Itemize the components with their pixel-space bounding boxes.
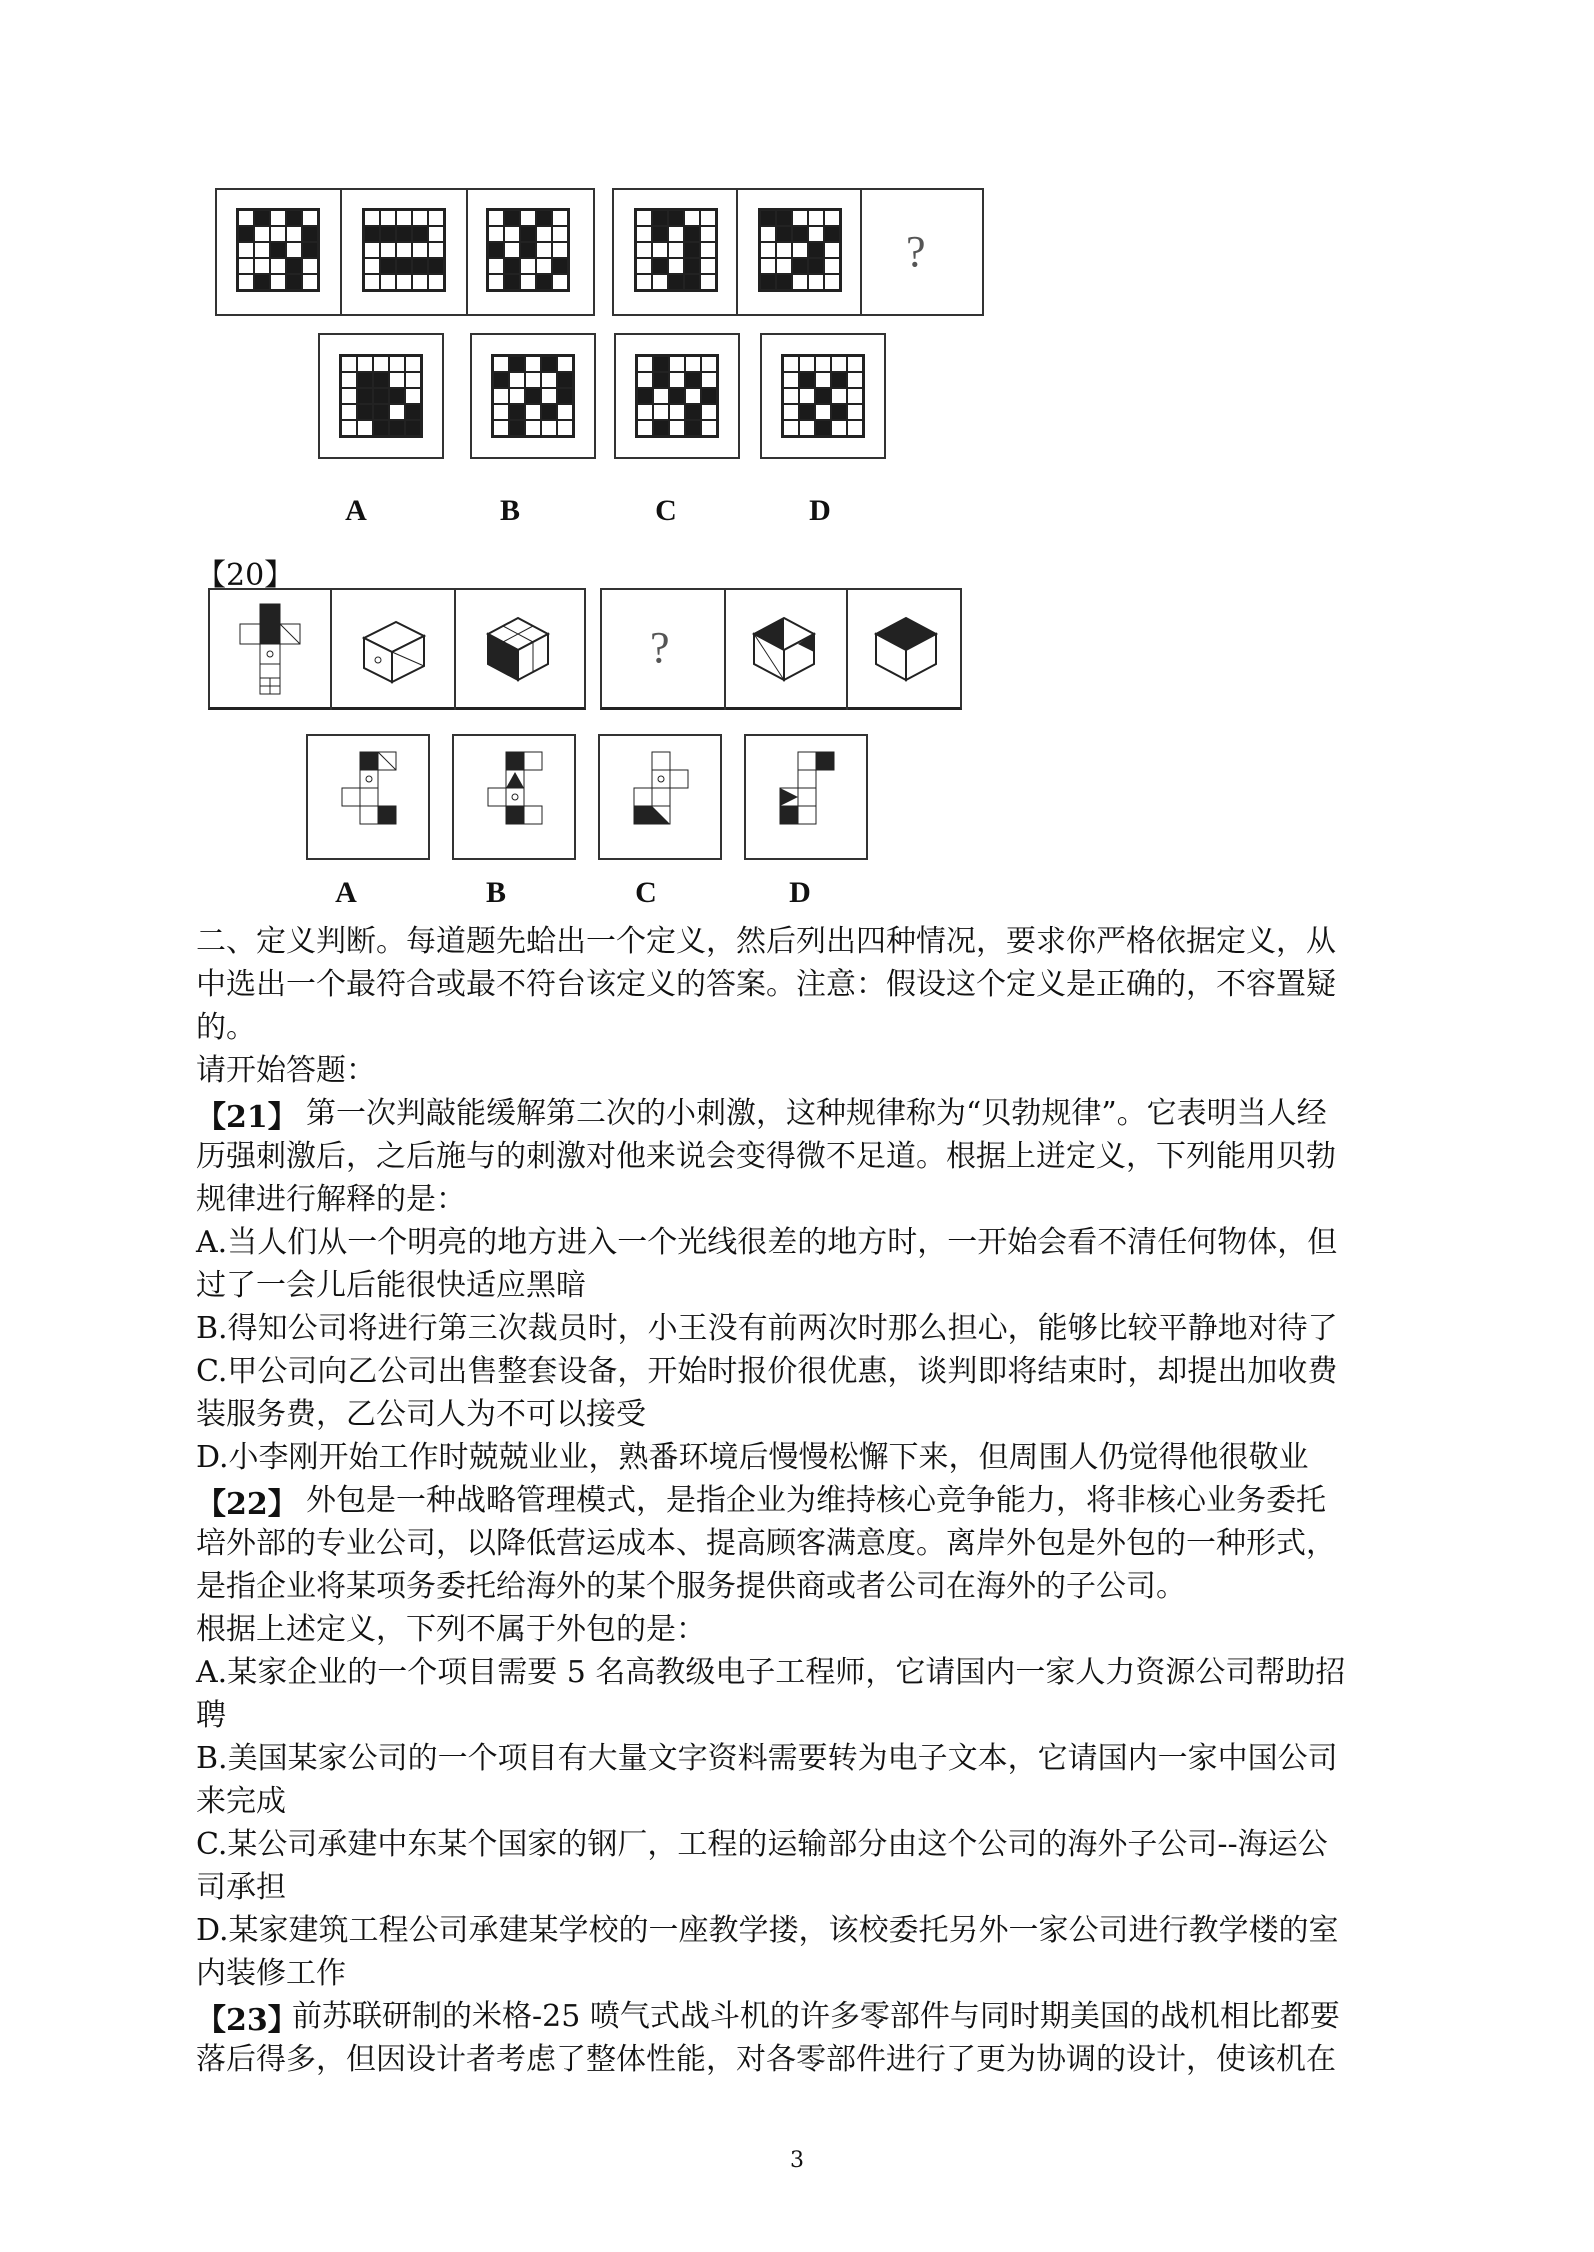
- grid-cell: [428, 258, 444, 274]
- grid-cell: [520, 258, 536, 274]
- grid-cell: [488, 226, 504, 242]
- grid-cell: [684, 226, 700, 242]
- grid-cell: [520, 274, 536, 290]
- grid-cell: [286, 274, 302, 290]
- q22-line: 培外部的专业公司，以降低营运成本、提高顾客满意度。离岸外包是外包的一种形式，: [196, 1526, 1336, 1561]
- grid-cell: [302, 242, 318, 258]
- grid-cell: [396, 274, 412, 290]
- grid-cell: [783, 404, 799, 420]
- grid-cell: [669, 356, 685, 372]
- grid-cell: [776, 226, 792, 242]
- grid-cell: [373, 404, 389, 420]
- q19-divider: [466, 188, 468, 316]
- q19-stem-grid-4: [634, 208, 718, 292]
- grid-cell: [668, 242, 684, 258]
- grid-cell: [831, 372, 847, 388]
- grid-cell: [669, 420, 685, 436]
- grid-cell: [824, 274, 840, 290]
- grid-cell: [669, 388, 685, 404]
- q20-cube-net-figure: [236, 602, 306, 698]
- grid-cell: [637, 388, 653, 404]
- grid-cell: [488, 274, 504, 290]
- grid-cell: [760, 226, 776, 242]
- q20-cube-figure-2: [482, 612, 554, 684]
- q22-option-c[interactable]: C.某公司承建中东某个国家的钢厂，工程的运输部分由这个公司的海外子公司--海运公: [196, 1827, 1328, 1862]
- grid-cell: [509, 420, 525, 436]
- q22-option-d[interactable]: D.某家建筑工程公司承建某学校的一座教学搂，该校委托另外一家公司进行教学楼的室: [196, 1913, 1339, 1948]
- grid-cell: [357, 404, 373, 420]
- q19-stem-grid-2: [362, 208, 446, 292]
- grid-cell: [238, 242, 254, 258]
- grid-cell: [488, 258, 504, 274]
- q20-divider: [724, 588, 726, 710]
- grid-cell: [254, 274, 270, 290]
- grid-cell: [405, 388, 421, 404]
- grid-cell: [541, 372, 557, 388]
- grid-cell: [396, 258, 412, 274]
- grid-cell: [412, 210, 428, 226]
- q20-label-c: C: [635, 876, 657, 909]
- q20-option-net-c: [622, 748, 698, 848]
- grid-cell: [541, 404, 557, 420]
- grid-cell: [831, 388, 847, 404]
- grid-cell: [700, 210, 716, 226]
- grid-cell: [653, 372, 669, 388]
- q20-label-b: B: [485, 876, 506, 909]
- grid-cell: [364, 242, 380, 258]
- grid-cell: [389, 420, 405, 436]
- q22-option-c-cont: 司承担: [196, 1870, 286, 1905]
- grid-cell: [389, 388, 405, 404]
- q22-line: 根据上述定义，下列不属于外包的是：: [196, 1612, 706, 1647]
- grid-cell: [254, 210, 270, 226]
- q21-option-c[interactable]: C.甲公司向乙公司出售整套设备，开始时报价很优惠，谈判即将结束时，却提出加收费: [196, 1354, 1338, 1389]
- grid-cell: [536, 226, 552, 242]
- grid-cell: [701, 420, 717, 436]
- grid-cell: [357, 372, 373, 388]
- grid-cell: [380, 274, 396, 290]
- grid-cell: [552, 226, 568, 242]
- q19-divider: [340, 188, 342, 316]
- grid-cell: [380, 242, 396, 258]
- grid-cell: [668, 226, 684, 242]
- grid-cell: [783, 420, 799, 436]
- q22-option-b[interactable]: B.美国某家公司的一个项目有大量文字资料需要转为电子文本，它请国内一家中国公司: [196, 1741, 1338, 1776]
- grid-cell: [396, 226, 412, 242]
- section-start: 请开始答题：: [196, 1053, 376, 1088]
- grid-cell: [405, 420, 421, 436]
- grid-cell: [636, 210, 652, 226]
- grid-cell: [525, 372, 541, 388]
- grid-cell: [341, 420, 357, 436]
- grid-cell: [270, 226, 286, 242]
- grid-cell: [557, 404, 573, 420]
- grid-cell: [520, 210, 536, 226]
- grid-cell: [412, 226, 428, 242]
- grid-cell: [412, 274, 428, 290]
- grid-cell: [396, 210, 412, 226]
- grid-cell: [685, 356, 701, 372]
- grid-cell: [669, 372, 685, 388]
- q21-option-d[interactable]: D.小李刚开始工作时兢兢业业，熟番环境后慢慢松懈下来，但周围人仍觉得他很敬业: [196, 1440, 1309, 1475]
- grid-cell: [405, 372, 421, 388]
- grid-cell: [808, 226, 824, 242]
- grid-cell: [341, 372, 357, 388]
- grid-cell: [684, 258, 700, 274]
- grid-cell: [536, 274, 552, 290]
- grid-cell: [847, 372, 863, 388]
- grid-cell: [653, 388, 669, 404]
- grid-cell: [541, 420, 557, 436]
- q21-number: 【21】: [196, 1100, 298, 1135]
- grid-cell: [700, 242, 716, 258]
- grid-cell: [799, 372, 815, 388]
- grid-cell: [669, 404, 685, 420]
- grid-cell: [302, 210, 318, 226]
- grid-cell: [493, 372, 509, 388]
- grid-cell: [373, 372, 389, 388]
- grid-cell: [493, 388, 509, 404]
- q19-divider: [736, 188, 738, 316]
- grid-cell: [509, 404, 525, 420]
- grid-cell: [525, 420, 541, 436]
- grid-cell: [783, 388, 799, 404]
- grid-cell: [557, 372, 573, 388]
- grid-cell: [700, 226, 716, 242]
- grid-cell: [552, 242, 568, 258]
- grid-cell: [238, 258, 254, 274]
- grid-cell: [824, 210, 840, 226]
- grid-cell: [373, 388, 389, 404]
- grid-cell: [509, 372, 525, 388]
- grid-cell: [700, 274, 716, 290]
- grid-cell: [286, 258, 302, 274]
- grid-cell: [685, 388, 701, 404]
- grid-cell: [302, 258, 318, 274]
- q19-divider: [860, 188, 862, 316]
- grid-cell: [509, 388, 525, 404]
- grid-cell: [652, 242, 668, 258]
- grid-cell: [238, 210, 254, 226]
- grid-cell: [380, 226, 396, 242]
- grid-cell: [783, 356, 799, 372]
- grid-cell: [847, 388, 863, 404]
- grid-cell: [488, 242, 504, 258]
- grid-cell: [286, 242, 302, 258]
- grid-cell: [700, 258, 716, 274]
- grid-cell: [389, 404, 405, 420]
- grid-cell: [831, 404, 847, 420]
- grid-cell: [815, 420, 831, 436]
- grid-cell: [847, 356, 863, 372]
- grid-cell: [364, 274, 380, 290]
- grid-cell: [254, 242, 270, 258]
- grid-cell: [552, 210, 568, 226]
- grid-cell: [652, 210, 668, 226]
- q20-question-mark: ?: [650, 623, 670, 672]
- grid-cell: [701, 404, 717, 420]
- grid-cell: [685, 420, 701, 436]
- q19-label-d: D: [809, 494, 831, 527]
- grid-cell: [536, 242, 552, 258]
- grid-cell: [799, 420, 815, 436]
- grid-cell: [824, 226, 840, 242]
- grid-cell: [637, 372, 653, 388]
- grid-cell: [776, 242, 792, 258]
- grid-cell: [357, 356, 373, 372]
- grid-cell: [636, 242, 652, 258]
- grid-cell: [783, 372, 799, 388]
- grid-cell: [405, 404, 421, 420]
- grid-cell: [701, 372, 717, 388]
- grid-cell: [364, 210, 380, 226]
- q20-label-a: A: [335, 876, 357, 909]
- section-instruction-line-2: 中选出一个最符合或最不符台该定义的答案。注意：假设这个定义是正确的，不容置疑: [196, 967, 1336, 1002]
- grid-cell: [493, 356, 509, 372]
- grid-cell: [808, 274, 824, 290]
- grid-cell: [541, 388, 557, 404]
- grid-cell: [637, 420, 653, 436]
- grid-cell: [637, 404, 653, 420]
- q20-option-net-b: [476, 748, 552, 848]
- grid-cell: [653, 404, 669, 420]
- q22-number: 【22】: [196, 1487, 298, 1522]
- grid-cell: [270, 274, 286, 290]
- grid-cell: [254, 258, 270, 274]
- grid-cell: [815, 388, 831, 404]
- grid-cell: [302, 226, 318, 242]
- grid-cell: [536, 210, 552, 226]
- q20-cube-figure-1: [358, 616, 430, 686]
- grid-cell: [792, 226, 808, 242]
- grid-cell: [428, 274, 444, 290]
- grid-cell: [653, 356, 669, 372]
- q20-option-net-a: [330, 748, 406, 848]
- grid-cell: [504, 242, 520, 258]
- grid-cell: [364, 226, 380, 242]
- grid-cell: [525, 356, 541, 372]
- q23-line: 前苏联研制的米格-25 喷气式战斗机的许多零部件与同时期美国的战机相比都要: [292, 1999, 1340, 2034]
- grid-cell: [341, 388, 357, 404]
- grid-cell: [808, 258, 824, 274]
- grid-cell: [302, 274, 318, 290]
- grid-cell: [799, 404, 815, 420]
- q22-line: 是指企业将某项务委托给海外的某个服务提供商或者公司在海外的子公司。: [196, 1569, 1186, 1604]
- grid-cell: [760, 242, 776, 258]
- q21-option-c-cont: 装服务费，乙公司人为不可以接受: [196, 1397, 646, 1432]
- q20-divider: [454, 588, 456, 710]
- q21-line: 第一次判敲能缓解第二次的小刺激，这种规律称为“贝勃规律”。它表明当人经: [306, 1096, 1327, 1131]
- grid-cell: [396, 242, 412, 258]
- q19-stem-grid-5: [758, 208, 842, 292]
- q19-label-b: B: [499, 494, 520, 527]
- q21-option-a[interactable]: A.当人们从一个明亮的地方进入一个光线很差的地方时，一开始会看不清任何物体，但: [196, 1225, 1338, 1260]
- grid-cell: [815, 404, 831, 420]
- grid-cell: [525, 404, 541, 420]
- grid-cell: [808, 242, 824, 258]
- grid-cell: [552, 274, 568, 290]
- grid-cell: [520, 226, 536, 242]
- grid-cell: [286, 226, 302, 242]
- q20-label-d: D: [789, 876, 811, 909]
- grid-cell: [636, 258, 652, 274]
- grid-cell: [792, 258, 808, 274]
- q21-option-a-cont: 过了一会儿后能很快适应黑暗: [196, 1268, 586, 1303]
- grid-cell: [684, 242, 700, 258]
- q22-option-b-cont: 来完成: [196, 1784, 286, 1819]
- grid-cell: [684, 210, 700, 226]
- grid-cell: [504, 226, 520, 242]
- q19-stem-grid-3: [486, 208, 570, 292]
- grid-cell: [557, 420, 573, 436]
- grid-cell: [799, 388, 815, 404]
- grid-cell: [792, 210, 808, 226]
- grid-cell: [824, 258, 840, 274]
- q20-cube-figure-3: [748, 612, 820, 684]
- grid-cell: [364, 258, 380, 274]
- grid-cell: [509, 356, 525, 372]
- grid-cell: [493, 420, 509, 436]
- grid-cell: [270, 210, 286, 226]
- grid-cell: [341, 356, 357, 372]
- q22-option-d-cont: 内装修工作: [196, 1956, 346, 1991]
- grid-cell: [552, 258, 568, 274]
- grid-cell: [760, 274, 776, 290]
- grid-cell: [380, 210, 396, 226]
- q21-option-b[interactable]: B.得知公司将进行第三次裁员时，小王没有前两次时那么担心，能够比较平静地对待了: [196, 1311, 1338, 1346]
- grid-cell: [760, 258, 776, 274]
- q19-stem-grid-1: [236, 208, 320, 292]
- grid-cell: [536, 258, 552, 274]
- grid-cell: [357, 420, 373, 436]
- grid-cell: [652, 274, 668, 290]
- grid-cell: [831, 356, 847, 372]
- grid-cell: [685, 404, 701, 420]
- grid-cell: [389, 356, 405, 372]
- q20-option-net-d: [768, 748, 844, 848]
- grid-cell: [776, 274, 792, 290]
- grid-cell: [405, 356, 421, 372]
- grid-cell: [847, 420, 863, 436]
- q19-label-c: C: [655, 494, 677, 527]
- grid-cell: [428, 242, 444, 258]
- grid-cell: [668, 210, 684, 226]
- grid-cell: [815, 356, 831, 372]
- grid-cell: [504, 274, 520, 290]
- q19-option-grid-b: [491, 354, 575, 438]
- grid-cell: [557, 388, 573, 404]
- q21-line: 规律进行解释的是：: [196, 1182, 466, 1217]
- grid-cell: [799, 356, 815, 372]
- grid-cell: [653, 420, 669, 436]
- grid-cell: [824, 242, 840, 258]
- grid-cell: [504, 210, 520, 226]
- grid-cell: [238, 226, 254, 242]
- grid-cell: [776, 210, 792, 226]
- grid-cell: [254, 226, 270, 242]
- q23-line: 落后得多，但因设计者考虑了整体性能，对各零部件进行了更为协调的设计，使该机在: [196, 2042, 1336, 2077]
- section-instruction-line-1: 二、定义判断。每道题先蛤出一个定义，然后列出四种情况，要求你严格依据定义，从: [196, 924, 1336, 959]
- q19-option-grid-a: [339, 354, 423, 438]
- grid-cell: [847, 404, 863, 420]
- grid-cell: [428, 226, 444, 242]
- section-instruction-line-3: 的。: [196, 1010, 256, 1045]
- grid-cell: [270, 242, 286, 258]
- q21-line: 历强刺激后，之后施与的刺激对他来说会变得微不足道。根据上迸定义，下列能用贝勃: [196, 1139, 1336, 1174]
- grid-cell: [668, 258, 684, 274]
- grid-cell: [815, 372, 831, 388]
- grid-cell: [493, 404, 509, 420]
- q22-option-a[interactable]: A.某家企业的一个项目需要 5 名高教级电子工程师，它请国内一家人力资源公司帮助招: [196, 1655, 1346, 1690]
- grid-cell: [668, 274, 684, 290]
- q20-divider: [846, 588, 848, 710]
- q23-number: 【23】: [196, 2003, 298, 2038]
- q19-option-grid-d: [781, 354, 865, 438]
- grid-cell: [831, 420, 847, 436]
- grid-cell: [557, 356, 573, 372]
- grid-cell: [373, 356, 389, 372]
- grid-cell: [685, 372, 701, 388]
- q19-label-a: A: [345, 494, 367, 527]
- grid-cell: [520, 242, 536, 258]
- grid-cell: [238, 274, 254, 290]
- q22-line: 外包是一种战略管理模式，是指企业为维持核心竞争能力，将非核心业务委托: [306, 1483, 1326, 1518]
- q20-number: 【20】: [196, 558, 295, 593]
- grid-cell: [701, 356, 717, 372]
- grid-cell: [412, 258, 428, 274]
- grid-cell: [504, 258, 520, 274]
- q20-cube-figure-4: [870, 612, 942, 684]
- grid-cell: [760, 210, 776, 226]
- q19-option-grid-c: [635, 354, 719, 438]
- grid-cell: [652, 258, 668, 274]
- grid-cell: [380, 258, 396, 274]
- grid-cell: [270, 258, 286, 274]
- grid-cell: [636, 226, 652, 242]
- grid-cell: [701, 388, 717, 404]
- grid-cell: [684, 274, 700, 290]
- grid-cell: [341, 404, 357, 420]
- grid-cell: [776, 258, 792, 274]
- grid-cell: [412, 242, 428, 258]
- grid-cell: [357, 388, 373, 404]
- grid-cell: [808, 210, 824, 226]
- grid-cell: [286, 210, 302, 226]
- grid-cell: [488, 210, 504, 226]
- page-number: 3: [790, 2148, 804, 2173]
- grid-cell: [428, 210, 444, 226]
- q22-option-a-cont: 聘: [196, 1698, 226, 1733]
- grid-cell: [636, 274, 652, 290]
- grid-cell: [541, 356, 557, 372]
- grid-cell: [637, 356, 653, 372]
- q20-divider: [330, 588, 332, 710]
- grid-cell: [652, 226, 668, 242]
- grid-cell: [373, 420, 389, 436]
- grid-cell: [792, 274, 808, 290]
- grid-cell: [792, 242, 808, 258]
- grid-cell: [389, 372, 405, 388]
- grid-cell: [525, 388, 541, 404]
- q19-question-mark: ?: [906, 227, 926, 276]
